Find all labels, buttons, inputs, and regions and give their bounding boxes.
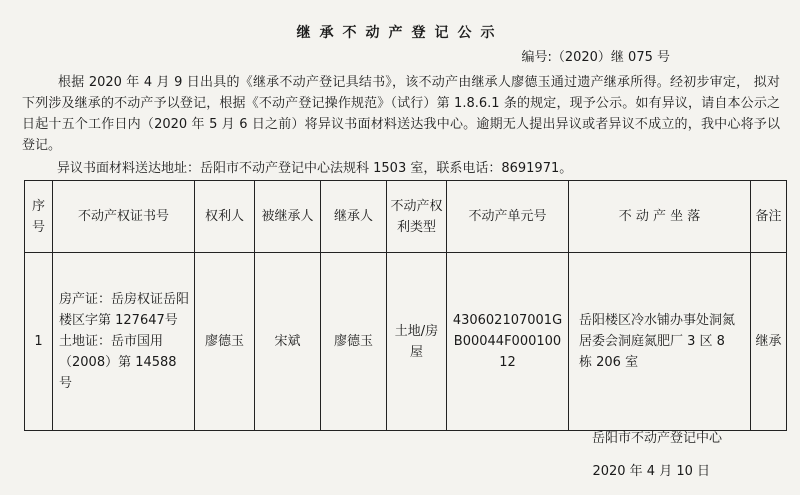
header-location: 不 动 产 坐 落	[569, 181, 751, 253]
cell-location: 岳阳楼区冷水铺办事处洞氮居委会洞庭氮肥厂 3 区 8 栋 206 室	[569, 253, 751, 431]
objection-address: 异议书面材料送达地址：岳阳市不动产登记中心法规科 1503 室，联系电话：8691971。	[57, 161, 573, 176]
header-seq: 序号	[25, 181, 53, 253]
document-number: 编号:（2020）继 075 号	[521, 50, 670, 65]
body-paragraph: 根据 2020 年 4 月 9 日出具的《继承不动产登记具结书》，该不动产由继承人廖德玉通过遗产继承所得。经初步审定， 拟对下列涉及继承的不动产予以登记，根据《不动产登记操作规范》（试行）第 1.8.6.1 条的规定，现予公示。如有异议，请自本公示之日起十五个工作日内（2020 年 5 月 6 日之前）将异议书面材料送达我中心。逾期无人提出异议或者异议不成立的，我中心将予以登记。	[22, 75, 780, 153]
table-header-row	[25, 181, 787, 253]
header-decedent: 被继承人	[255, 181, 321, 253]
document-title: 继承不动产登记公示	[296, 25, 504, 41]
cell-decedent: 宋斌	[255, 253, 321, 431]
header-heir: 继承人	[321, 181, 387, 253]
cell-seq: 1	[25, 253, 53, 431]
header-unit: 不动产单元号	[447, 181, 569, 253]
cell-heir: 廖德玉	[321, 253, 387, 431]
table-row	[25, 253, 787, 431]
signature-date: 2020 年 4 月 10 日	[592, 464, 710, 479]
signature-organization: 岳阳市不动产登记中心	[591, 431, 722, 446]
header-owner: 权利人	[195, 181, 255, 253]
cell-unit: 430602107001GB00044F00010012	[447, 253, 569, 431]
header-type: 不动产权利类型	[387, 181, 447, 253]
cell-type: 土地/房屋	[387, 253, 447, 431]
header-remark: 备注	[751, 181, 787, 253]
property-table	[24, 180, 787, 431]
cell-remark: 继承	[751, 253, 787, 431]
cell-owner: 廖德玉	[195, 253, 255, 431]
cell-cert: 房产证：岳房权证岳阳楼区字第 127647号 土地证：岳市国用（2008）第 14588 号	[53, 253, 195, 431]
header-cert: 不动产权证书号	[53, 181, 195, 253]
